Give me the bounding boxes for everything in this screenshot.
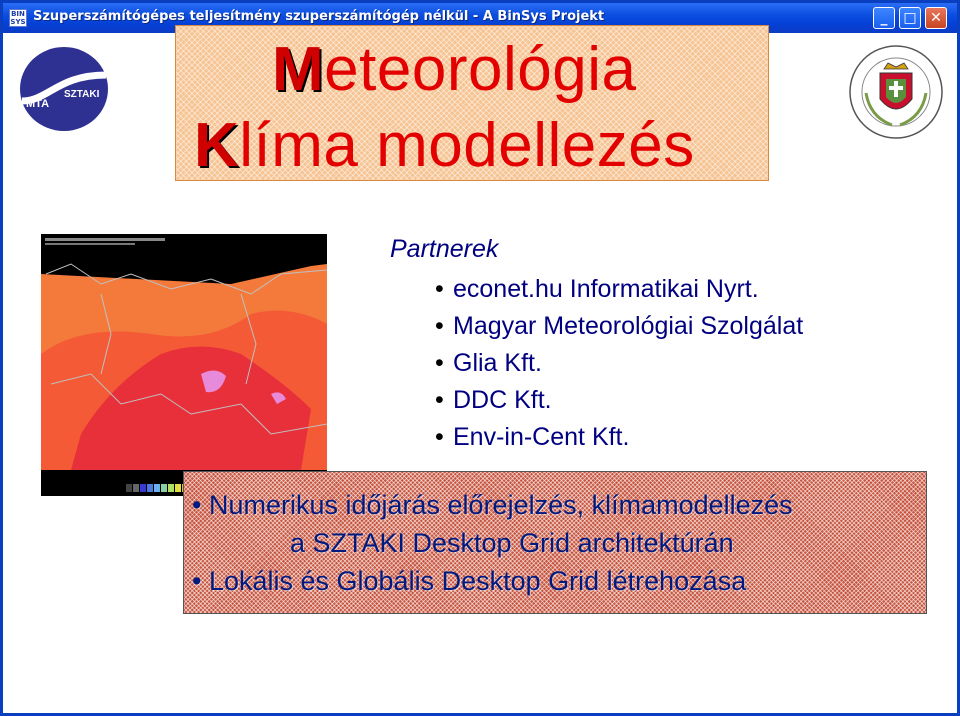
minimize-button[interactable]: _ (873, 7, 895, 29)
partner-label: DDC Kft. (453, 386, 552, 414)
bullet-icon: • (435, 349, 444, 377)
title-initial-m: M (272, 35, 325, 104)
title-box (175, 25, 769, 181)
summary-line-2: a SZTAKI Desktop Grid architektúrán (290, 528, 734, 558)
weather-map-image (41, 234, 327, 496)
sztaki-text: SZTAKI (64, 89, 100, 100)
partner-label: Glia Kft. (453, 349, 542, 377)
summary-line-3: • Lokális és Globális Desktop Grid létrehozása (192, 566, 747, 596)
partner-item (435, 345, 803, 382)
partner-item (435, 308, 803, 345)
partner-label: Env-in-Cent Kft. (453, 423, 630, 451)
window-title: Szuperszámítógépes teljesítmény szuperszámítógép nélkül - A BinSys Projekt (33, 9, 605, 24)
partner-item (435, 271, 803, 308)
summary-line-1: • Numerikus időjárás előrejelzés, klímamodellezés (192, 490, 793, 520)
close-button[interactable]: ✕ (925, 7, 947, 29)
mta-text: MTA (26, 98, 50, 110)
maximize-button[interactable]: □ (899, 7, 921, 29)
bullet-icon: • (435, 386, 444, 414)
title-line-klima (194, 110, 695, 181)
partner-item (435, 382, 803, 419)
bullet-icon: • (435, 312, 444, 340)
partner-label: Magyar Meteorológiai Szolgálat (453, 312, 804, 340)
title-initial-k: K (194, 111, 240, 180)
partner-item (435, 419, 803, 456)
bullet-icon: • (435, 275, 444, 303)
title-line-meteorologia (272, 34, 636, 105)
summary-box (183, 471, 927, 614)
app-icon[interactable]: BIN SYS (10, 10, 26, 26)
partners-list (435, 271, 803, 456)
bullet-icon: • (435, 423, 444, 451)
university-crest-logo (848, 43, 944, 141)
title-rest-1: eteorológia (324, 35, 637, 104)
partners-heading: Partnerek (390, 235, 499, 263)
mta-sztaki-logo (18, 45, 110, 133)
title-rest-2: líma modellezés (239, 111, 695, 180)
partner-label: econet.hu Informatikai Nyrt. (453, 275, 759, 303)
